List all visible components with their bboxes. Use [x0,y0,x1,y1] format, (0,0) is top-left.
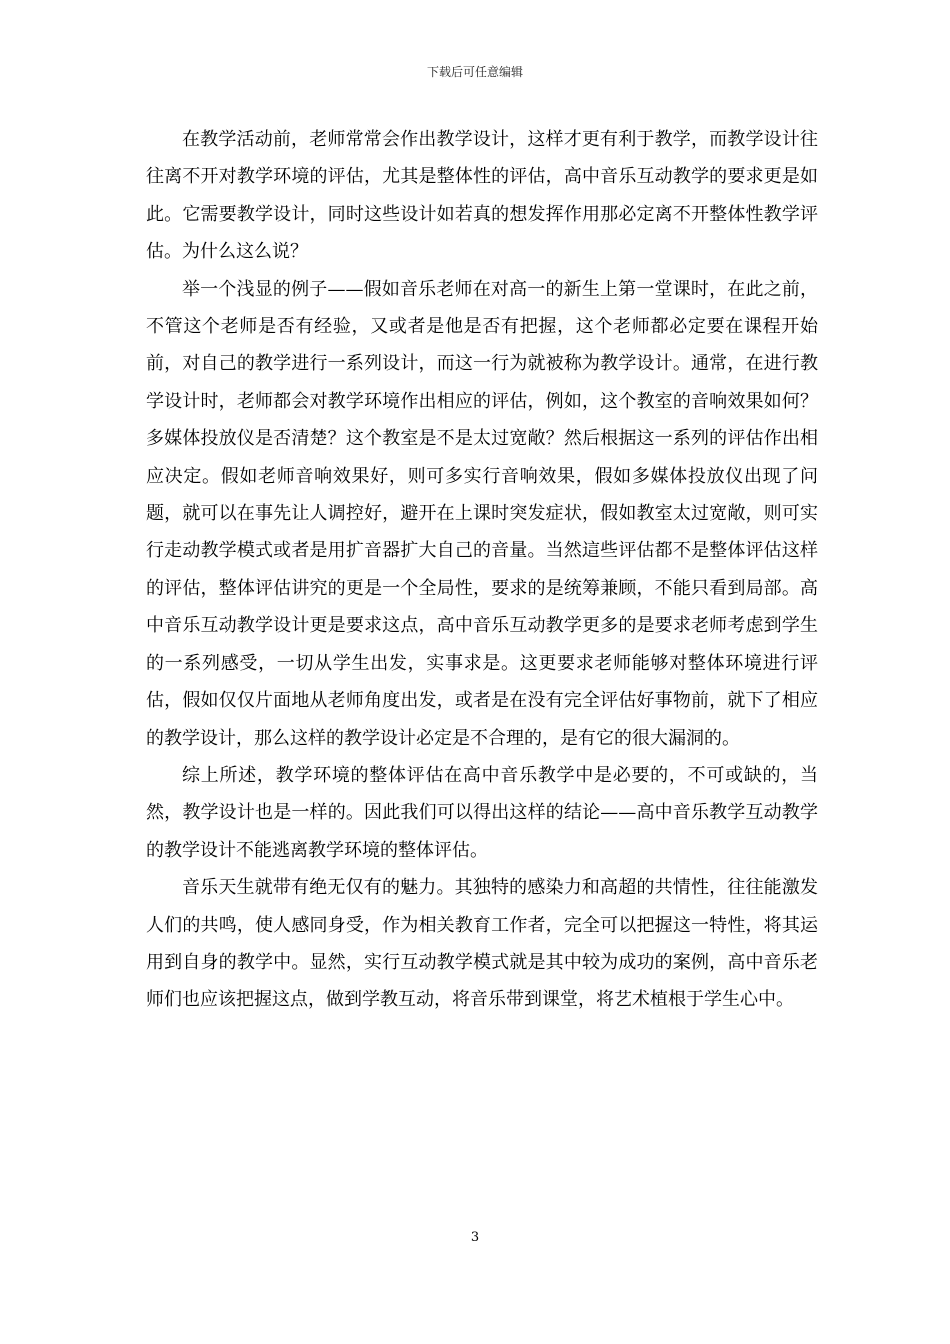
paragraph-4: 音乐天生就带有绝无仅有的魅力。其独特的感染力和高超的共情性，往往能激发人们的共鸣，使人感同身受，作为相关教育工作者，完全可以把握这一特性，将其运用到自身的教学中。显然，实行互动教学模式就是其中较为成功的案例，高中音乐老师们也应该把握这点，做到学教互动，将音乐带到课堂，将艺术植根于学生心中。 [146,877,818,1011]
paragraph-2: 举一个浅显的例子——假如音乐老师在对高一的新生上第一堂课时，在此之前，不管这个老师是否有经验，又或者是他是否有把握，这个老师都必定要在课程开始前，对自己的教学进行一系列设计，而这一行为就被称为教学设计。通常，在进行教学设计时，老师都会对教学环境作出相应的评估，例如，这个教室的音响效果如何？多媒体投放仪是否清楚？这个教室是不是太过宽敞？然后根据这一系列的评估作出相应决定。假如老师音响效果好，则可多实行音响效果，假如多媒体投放仪出现了问题，就可以在事先让人调控好，避开在上课时突发症状，假如教室太过宽敞，则可实行走动教学模式或者是用扩音器扩大自己的音量。当然這些评估都不是整体评估这样的评估，整体评估讲究的更是一个全局性，要求的是统筹兼顾，不能只看到局部。高中音乐互动教学设计更是要求这点，高中音乐互动教学更多的是要求老师考虑到学生的一系列感受，一切从学生出发，实事求是。这更要求老师能够对整体环境进行评估，假如仅仅片面地从老师角度出发，或者是在没有完全评估好事物前，就下了相应的教学设计，那么这样的教学设计必定是不合理的，是有它的很大漏洞的。 [146,278,818,749]
page-header: 下载后可任意编辑 [426,65,523,79]
body-text [146,121,818,1019]
paragraph-1: 在教学活动前，老师常常会作出教学设计，这样才更有利于教学，而教学设计往往离不开对教学环境的评估，尤其是整体性的评估，高中音乐互动教学的要求更是如此。它需要教学设计，同时这些设计如若真的想发挥作用那必定离不开整体性教学评估。为什么这么说？ [146,129,818,263]
page-number: 3 [470,1230,480,1245]
paragraph-3: 综上所述，教学环境的整体评估在高中音乐教学中是必要的，不可或缺的，当然，教学设计也是一样的。因此我们可以得出这样的结论——高中音乐教学互动教学的教学设计不能逃离教学环境的整体评估。 [146,764,818,861]
